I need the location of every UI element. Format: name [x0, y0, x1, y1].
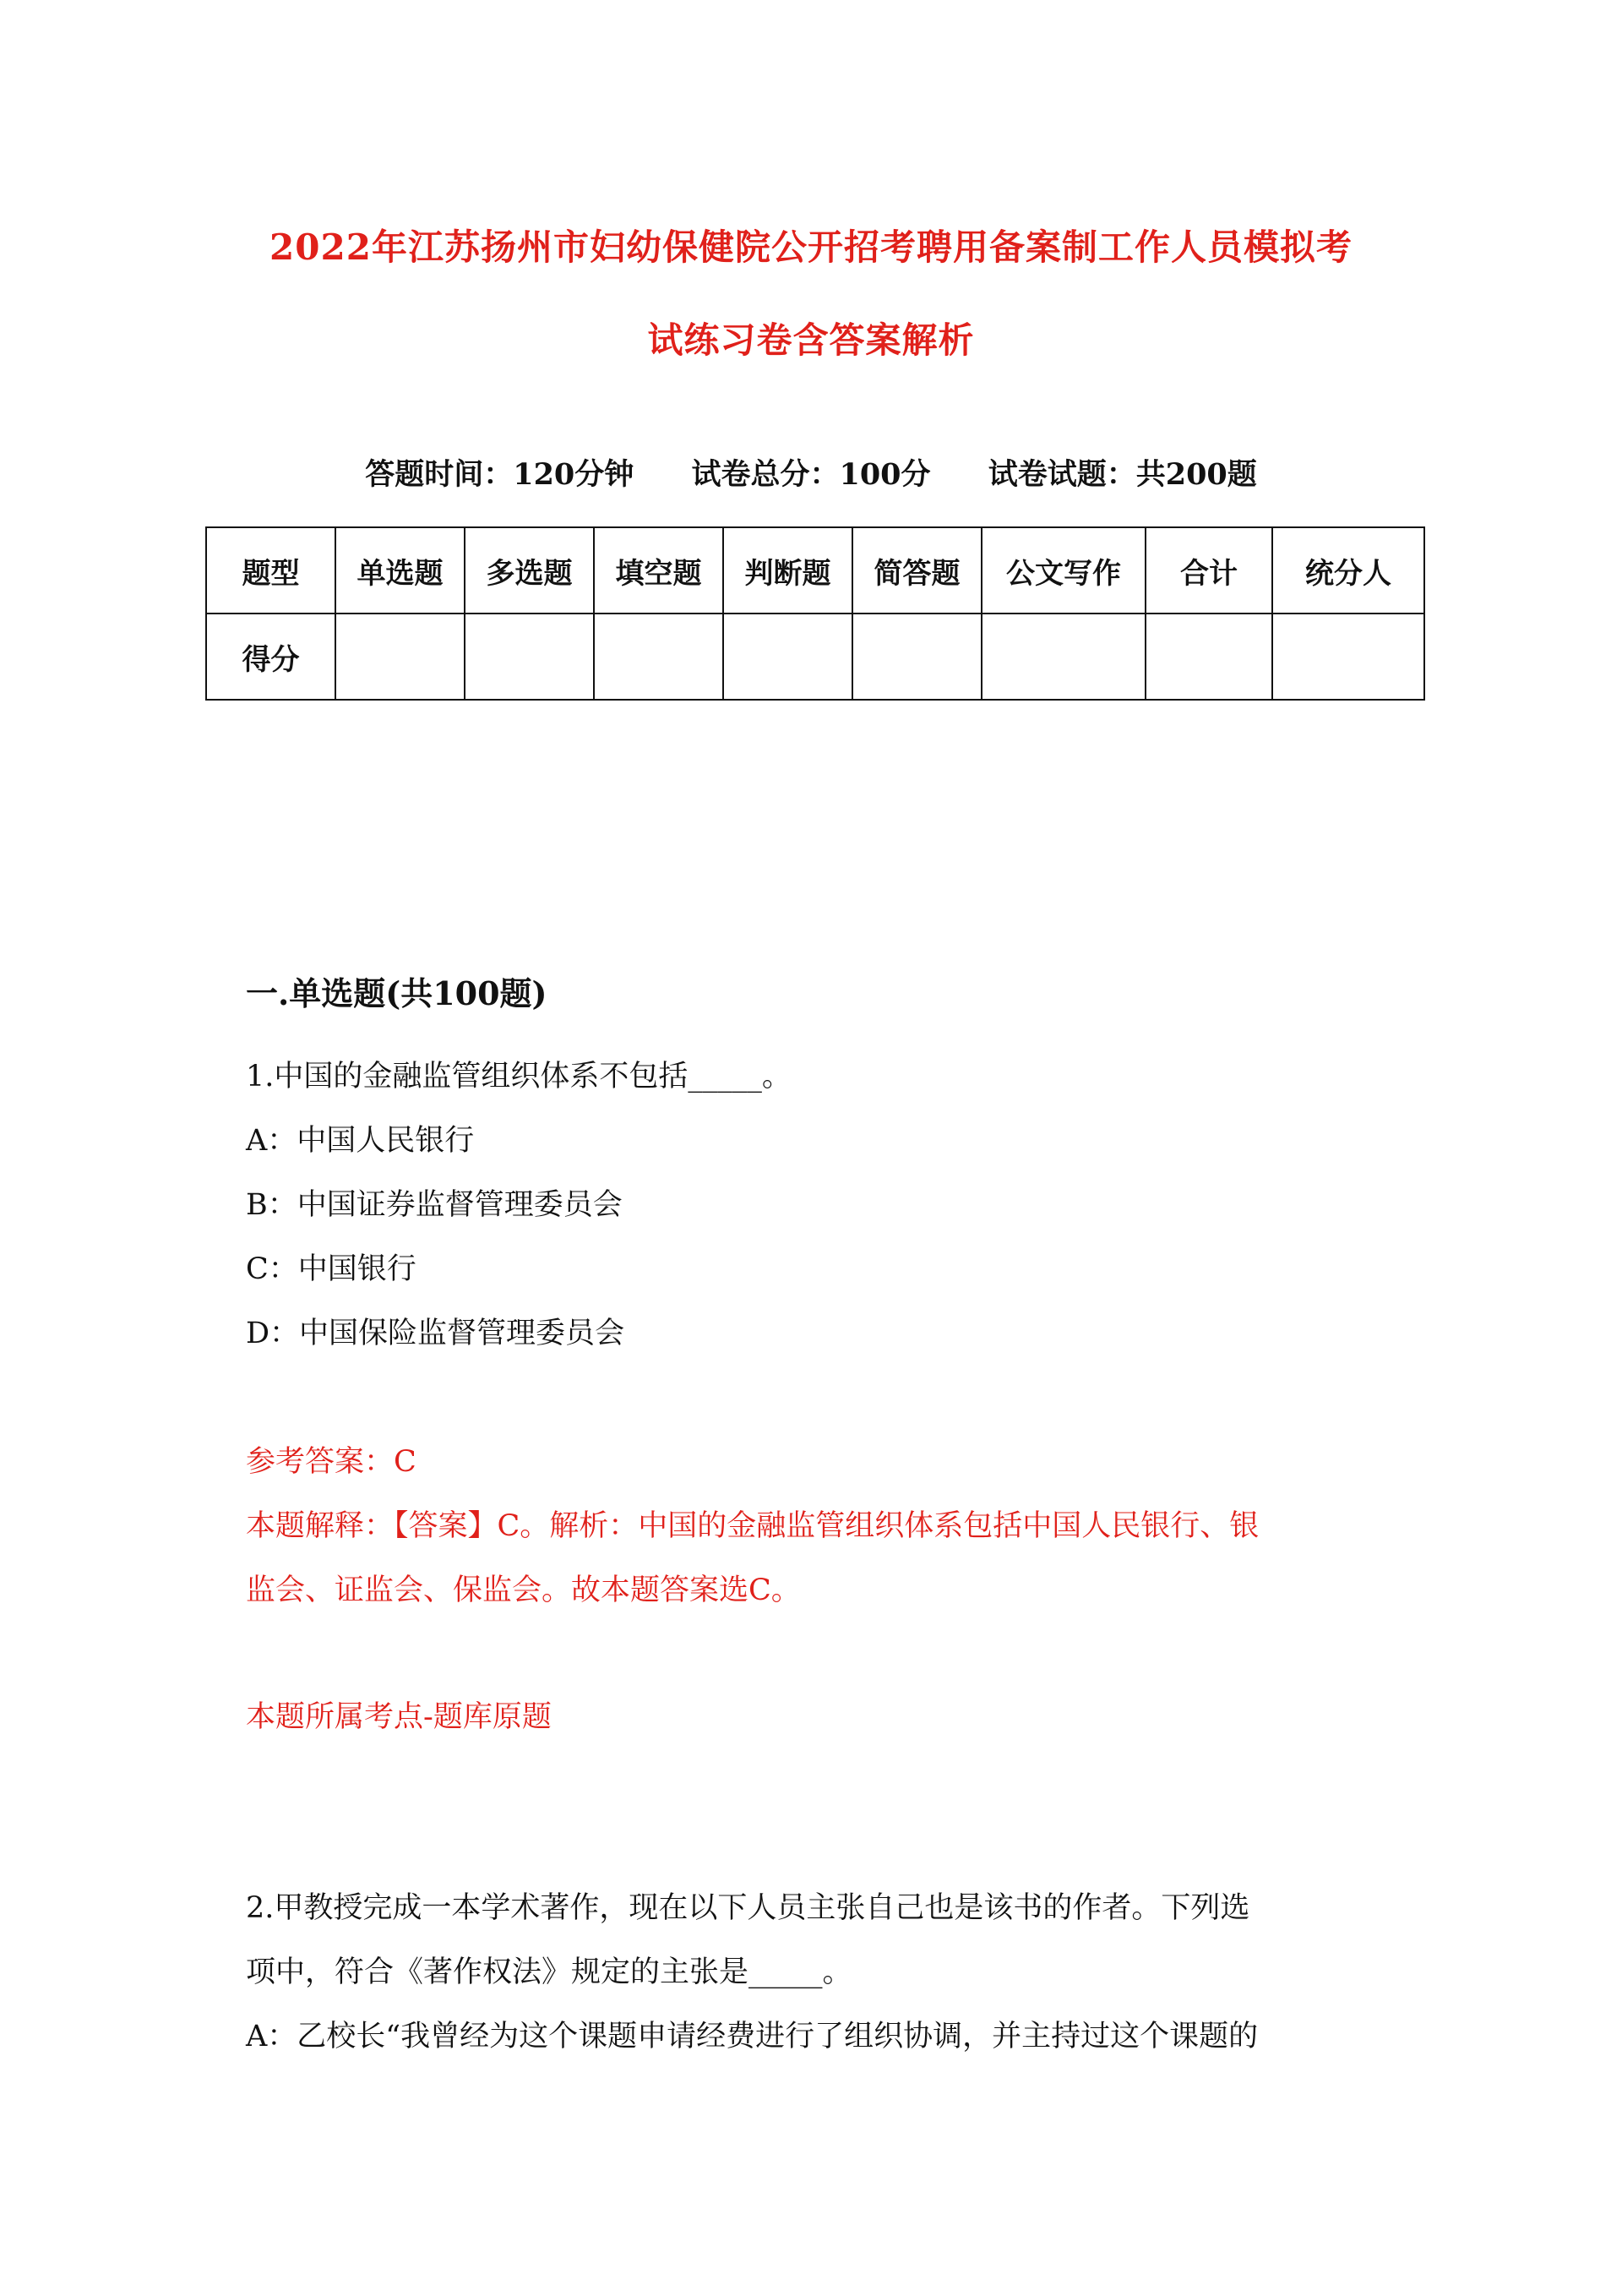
document-title	[203, 201, 1419, 387]
exam-total-score: 试卷总分：100分	[691, 457, 931, 492]
section-heading-single-choice: 一.单选题(共100题)	[246, 974, 547, 1012]
score-cell	[1272, 614, 1424, 700]
question-stem: 1.中国的金融监管组织体系不包括_____。	[246, 1060, 792, 1093]
score-table-header: 题型	[206, 527, 335, 614]
title-line-1: 2022年江苏扬州市妇幼保健院公开招考聘用备案制工作人员模拟考	[269, 226, 1353, 268]
score-cell	[465, 614, 594, 700]
score-table-header-row	[206, 527, 1424, 614]
question-stem-line-1: 2.甲教授完成一本学术著作，现在以下人员主张自己也是该书的作者。下列选	[246, 1891, 1250, 1925]
exam-time: 答题时间：120分钟	[365, 457, 634, 492]
score-table-header: 公文写作	[982, 527, 1146, 614]
question-stem-line-2: 项中，符合《著作权法》规定的主张是_____。	[246, 1955, 852, 1989]
title-line-2: 试练习卷含答案解析	[647, 319, 975, 361]
explanation-line-2: 监会、证监会、保监会。故本题答案选C。	[246, 1573, 801, 1607]
score-table-header: 判断题	[723, 527, 852, 614]
option-c: C：中国银行	[246, 1252, 416, 1286]
score-table-header: 多选题	[465, 527, 594, 614]
question-2	[246, 1876, 1395, 2069]
score-row-label: 得分	[206, 614, 335, 700]
explanation-line-1: 本题解释：【答案】C。解析：中国的金融监管组织体系包括中国人民银行、银	[246, 1509, 1260, 1543]
option-d: D：中国保险监督管理委员会	[246, 1317, 625, 1350]
score-cell	[594, 614, 723, 700]
option-b: B：中国证券监督管理委员会	[246, 1188, 623, 1222]
score-cell	[982, 614, 1146, 700]
reference-answer: 参考答案：C	[246, 1445, 416, 1479]
option-a: A：乙校长“我曾经为这个课题申请经费进行了组织协调，并主持过这个课题的	[246, 2020, 1259, 2053]
score-table-header: 统分人	[1272, 527, 1424, 614]
score-table-header: 单选题	[335, 527, 465, 614]
score-cell	[852, 614, 982, 700]
knowledge-point: 本题所属考点-题库原题	[246, 1700, 552, 1734]
score-table-header: 填空题	[594, 527, 723, 614]
score-table-score-row	[206, 614, 1424, 700]
question-1-answer-block	[246, 1430, 1395, 1622]
exam-question-count: 试卷试题：共200题	[988, 457, 1257, 492]
score-cell	[335, 614, 465, 700]
score-table-header: 简答题	[852, 527, 982, 614]
exam-meta	[203, 451, 1419, 494]
score-cell	[723, 614, 852, 700]
score-table	[205, 526, 1425, 701]
score-cell	[1146, 614, 1272, 700]
question-1	[246, 1044, 1395, 1366]
option-a: A：中国人民银行	[246, 1124, 475, 1158]
score-table-header: 合计	[1146, 527, 1272, 614]
